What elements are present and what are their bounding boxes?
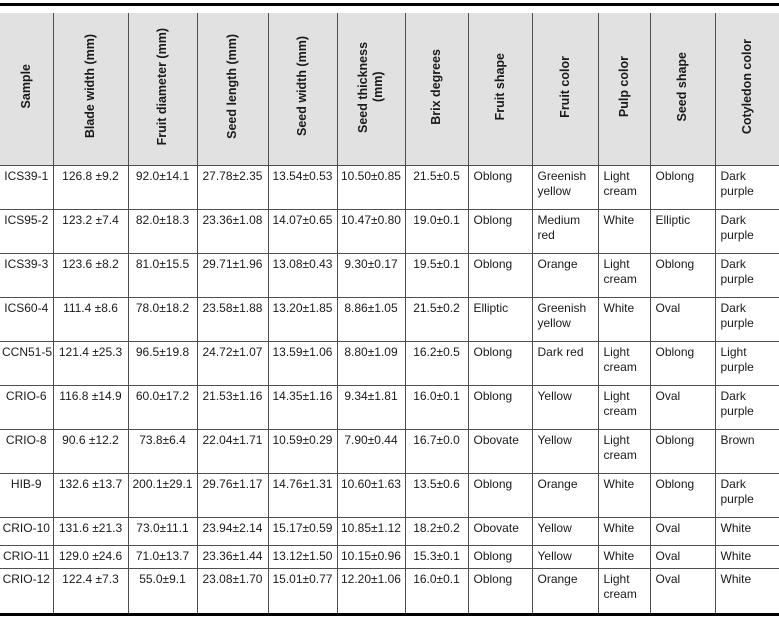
cell-seed-width: 13.54±0.53 [268,166,337,210]
cell-fruit-color: Dark red [532,342,598,386]
column-header-label: Cotyledon color [739,38,754,135]
column-header-seed-width [268,13,337,166]
cell-fruit-color: Greenish yellow [532,298,598,342]
cell-fruit-color: Yellow [532,518,598,546]
cell-seed-shape: Oval [650,569,715,613]
column-header-seed-length [197,13,268,166]
column-header-blade-width [53,13,128,166]
cell-seed-length: 27.78±2.35 [197,166,268,210]
table-row [0,298,779,342]
table-header [0,13,779,166]
column-header-seed-shape [650,13,715,166]
cell-pulp-color: White [598,474,650,518]
cell-blade-width: 123.2 ±7.4 [53,210,128,254]
cell-seed-length: 23.58±1.88 [197,298,268,342]
cell-seed-length: 23.94±2.14 [197,518,268,546]
cell-blade-width: 121.4 ±25.3 [53,342,128,386]
cell-pulp-color: White [598,210,650,254]
column-header-label: Pulp color [616,55,631,118]
cell-blade-width: 129.0 ±24.6 [53,546,128,569]
column-header-fruit-shape [468,13,532,166]
cell-cotyledon-color: White [715,546,779,569]
column-header-label: Fruit diameter (mm) [155,27,170,146]
cell-seed-width: 10.59±0.29 [268,430,337,474]
cell-fruit-diameter: 82.0±18.3 [128,210,197,254]
cell-fruit-shape: Oblong [468,386,532,430]
cell-sample: CRIO-11 [0,546,53,569]
cell-seed-shape: Oval [650,518,715,546]
cell-brix-degrees: 16.0±0.1 [405,386,468,430]
cell-fruit-color: Yellow [532,546,598,569]
cell-brix-degrees: 21.5±0.5 [405,166,468,210]
table-row [0,474,779,518]
cell-brix-degrees: 21.5±0.2 [405,298,468,342]
cell-fruit-shape: Obovate [468,430,532,474]
cell-cotyledon-color: Dark purple [715,254,779,298]
cell-cotyledon-color: White [715,569,779,613]
cell-sample: ICS60-4 [0,298,53,342]
cell-fruit-shape: Elliptic [468,298,532,342]
column-header-brix-degrees [405,13,468,166]
cell-fruit-shape: Oblong [468,474,532,518]
column-header-cotyledon-color [715,13,779,166]
table-row [0,166,779,210]
cell-fruit-diameter: 92.0±14.1 [128,166,197,210]
cell-sample: CCN51-5 [0,342,53,386]
cell-seed-thickness: 8.80±1.09 [337,342,405,386]
cell-seed-length: 22.04±1.71 [197,430,268,474]
table-row [0,546,779,569]
cell-fruit-diameter: 78.0±18.2 [128,298,197,342]
cell-pulp-color: White [598,298,650,342]
cell-brix-degrees: 15.3±0.1 [405,546,468,569]
cell-seed-thickness: 9.34±1.81 [337,386,405,430]
cell-pulp-color: Light cream [598,254,650,298]
cell-blade-width: 90.6 ±12.2 [53,430,128,474]
cell-seed-shape: Oblong [650,166,715,210]
cell-seed-length: 23.36±1.08 [197,210,268,254]
cell-seed-thickness: 7.90±0.44 [337,430,405,474]
cell-seed-length: 21.53±1.16 [197,386,268,430]
cell-seed-width: 14.76±1.31 [268,474,337,518]
cell-fruit-shape: Oblong [468,569,532,613]
phenotype-table [0,13,779,613]
cell-fruit-color: Greenish yellow [532,166,598,210]
cell-fruit-color: Medium red [532,210,598,254]
cell-blade-width: 122.4 ±7.3 [53,569,128,613]
cell-pulp-color: Light cream [598,386,650,430]
cell-seed-thickness: 12.20±1.06 [337,569,405,613]
cell-seed-length: 29.71±1.96 [197,254,268,298]
cell-cotyledon-color: Dark purple [715,298,779,342]
cell-seed-width: 13.59±1.06 [268,342,337,386]
cell-blade-width: 116.8 ±14.9 [53,386,128,430]
cell-sample: CRIO-6 [0,386,53,430]
cell-pulp-color: Light cream [598,569,650,613]
cell-sample: CRIO-8 [0,430,53,474]
column-header-label: Seed thickness (mm) [356,41,385,133]
table-row [0,569,779,613]
cell-brix-degrees: 18.2±0.2 [405,518,468,546]
column-header-fruit-color [532,13,598,166]
cell-fruit-diameter: 60.0±17.2 [128,386,197,430]
cell-fruit-shape: Obovate [468,518,532,546]
table-top-rule [0,3,779,6]
cell-pulp-color: Light cream [598,166,650,210]
cell-seed-length: 23.36±1.44 [197,546,268,569]
cell-brix-degrees: 16.2±0.5 [405,342,468,386]
cell-pulp-color: Light cream [598,342,650,386]
cell-seed-thickness: 8.86±1.05 [337,298,405,342]
table-body [0,166,779,613]
table-bottom-rule [0,613,779,616]
cell-seed-shape: Elliptic [650,210,715,254]
table-row [0,210,779,254]
cell-fruit-shape: Oblong [468,546,532,569]
cell-seed-thickness: 10.47±0.80 [337,210,405,254]
cell-seed-width: 13.20±1.85 [268,298,337,342]
cell-seed-shape: Oblong [650,430,715,474]
cell-fruit-diameter: 73.0±11.1 [128,518,197,546]
cell-fruit-diameter: 55.0±9.1 [128,569,197,613]
cell-blade-width: 123.6 ±8.2 [53,254,128,298]
cell-fruit-diameter: 96.5±19.8 [128,342,197,386]
cell-seed-shape: Oval [650,386,715,430]
cell-brix-degrees: 19.0±0.1 [405,210,468,254]
cell-cotyledon-color: Dark purple [715,166,779,210]
cell-pulp-color: White [598,546,650,569]
cell-cotyledon-color: Dark purple [715,210,779,254]
cell-fruit-color: Orange [532,474,598,518]
cell-seed-shape: Oval [650,546,715,569]
column-header-sample [0,13,53,166]
table-row [0,430,779,474]
cell-seed-thickness: 10.50±0.85 [337,166,405,210]
column-header-label: Blade width (mm) [83,34,98,139]
table-row [0,386,779,430]
cell-brix-degrees: 16.7±0.0 [405,430,468,474]
cell-fruit-diameter: 73.8±6.4 [128,430,197,474]
column-header-pulp-color [598,13,650,166]
cell-blade-width: 131.6 ±21.3 [53,518,128,546]
column-header-seed-thickness [337,13,405,166]
cell-blade-width: 111.4 ±8.6 [53,298,128,342]
cell-seed-length: 29.76±1.17 [197,474,268,518]
cell-seed-width: 15.17±0.59 [268,518,337,546]
table-row [0,342,779,386]
cell-blade-width: 126.8 ±9.2 [53,166,128,210]
cell-seed-shape: Oval [650,298,715,342]
cell-blade-width: 132.6 ±13.7 [53,474,128,518]
cell-sample: ICS95-2 [0,210,53,254]
cell-brix-degrees: 19.5±0.1 [405,254,468,298]
cell-seed-length: 24.72±1.07 [197,342,268,386]
cell-brix-degrees: 16.0±0.1 [405,569,468,613]
cell-sample: HIB-9 [0,474,53,518]
cell-seed-width: 14.07±0.65 [268,210,337,254]
cell-fruit-shape: Oblong [468,254,532,298]
column-header-fruit-diameter [128,13,197,166]
cell-brix-degrees: 13.5±0.6 [405,474,468,518]
cell-sample: CRIO-12 [2,572,50,586]
table-row [0,518,779,546]
header-row [0,13,779,166]
cell-fruit-diameter: 200.1±29.1 [128,474,197,518]
column-header-label: Sample [18,64,33,109]
cell-fruit-color: Orange [532,569,598,613]
cell-fruit-color: Yellow [532,386,598,430]
cell-seed-thickness: 10.85±1.12 [337,518,405,546]
cell-seed-width: 13.12±1.50 [268,546,337,569]
cell-seed-thickness: 10.15±0.96 [337,546,405,569]
column-header-label: Brix degrees [429,48,444,125]
cell-cotyledon-color: Light purple [715,342,779,386]
cell-sample: ICS39-1 [0,166,53,210]
cell-fruit-diameter: 81.0±15.5 [128,254,197,298]
cell-seed-length: 23.08±1.70 [197,569,268,613]
cell-seed-shape: Oblong [650,474,715,518]
cell-sample: ICS39-3 [0,254,53,298]
column-header-label: Seed length (mm) [225,34,240,139]
cell-seed-width: 13.08±0.43 [268,254,337,298]
column-header-label: Seed shape [675,51,690,122]
cell-fruit-shape: Oblong [468,342,532,386]
cell-fruit-color: Orange [532,254,598,298]
cell-cotyledon-color: Dark purple [715,386,779,430]
table-row [0,254,779,298]
cell-fruit-color: Yellow [532,430,598,474]
cell-seed-shape: Oblong [650,254,715,298]
cell-pulp-color: Light cream [598,430,650,474]
cell-seed-width: 15.01±0.77 [268,569,337,613]
cell-pulp-color: White [598,518,650,546]
cell-fruit-shape: Oblong [468,210,532,254]
cell-cotyledon-color: Brown [715,430,779,474]
cell-seed-thickness: 9.30±0.17 [337,254,405,298]
column-header-label: Seed width (mm) [295,36,310,137]
column-header-label: Fruit color [557,55,572,118]
column-header-label: Fruit shape [492,52,507,121]
cell-seed-width: 14.35±1.16 [268,386,337,430]
cell-cotyledon-color: White [715,518,779,546]
cell-sample: CRIO-10 [0,518,53,546]
cell-fruit-diameter: 71.0±13.7 [128,546,197,569]
cell-cotyledon-color: Dark purple [715,474,779,518]
cell-seed-shape: Oblong [650,342,715,386]
cell-seed-thickness: 10.60±1.63 [337,474,405,518]
cell-fruit-shape: Oblong [468,166,532,210]
